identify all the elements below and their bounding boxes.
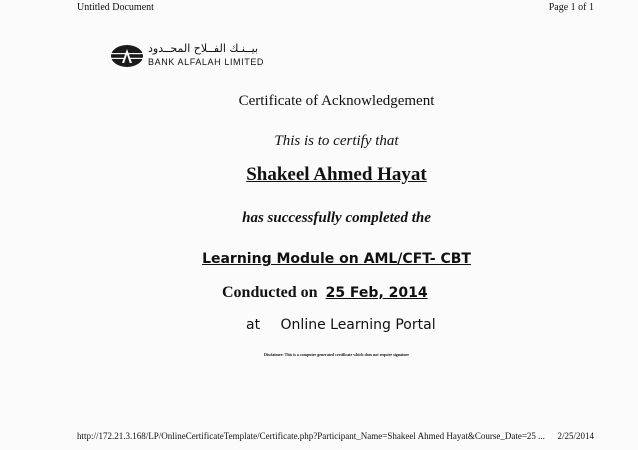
footer-print-date: 2/25/2014 — [557, 431, 594, 441]
bank-alfalah-logo-icon — [110, 44, 144, 68]
at-label: at — [246, 317, 261, 333]
disclaimer: Disclaimer: This is a computer generated certificate which does not require signature — [263, 352, 410, 357]
location-name: Online Learning Portal — [280, 317, 436, 333]
bank-name-english: BANK ALFALAH LIMITED — [148, 57, 265, 67]
conducted-date: 25 Feb, 2014 — [325, 285, 428, 301]
bank-name-arabic: بيــنـك الفــلاح المحــدود — [148, 42, 259, 55]
page-indicator: Page 1 of 1 — [548, 2, 594, 13]
completed-line: has successfully completed the — [242, 210, 431, 226]
bank-logo — [110, 44, 290, 74]
footer-url: http://172.21.3.168/LP/OnlineCertificateTemplate/Certificate.php?Participant_Name=Shakeel Ahmed Hayat&Course_Date=25 ... — [77, 431, 545, 441]
certify-line: This is to certify that — [274, 133, 399, 149]
module-name: Learning Module on AML/CFT- CBT — [202, 251, 471, 267]
certificate-title: Certificate of Acknowledgement — [238, 93, 435, 109]
location-line — [246, 317, 436, 333]
conducted-label: Conducted on — [222, 284, 318, 301]
participant-name: Shakeel Ahmed Hayat — [246, 164, 427, 185]
conducted-line — [222, 284, 428, 302]
document-title: Untitled Document — [77, 2, 154, 13]
